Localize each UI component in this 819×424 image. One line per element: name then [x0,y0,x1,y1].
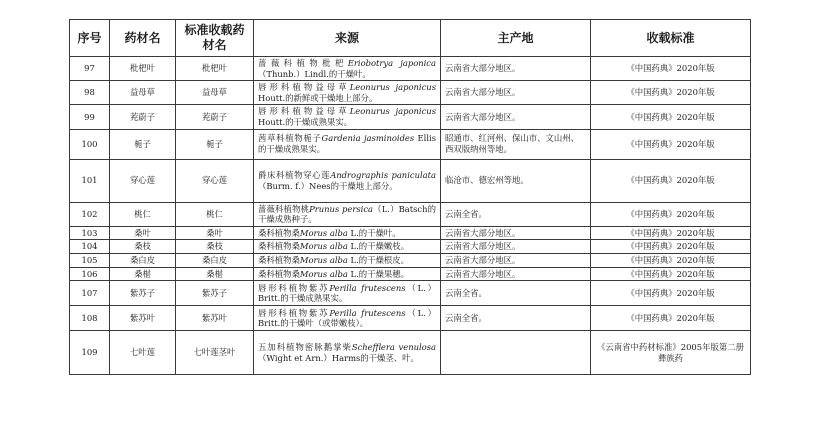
row-source-text: 唇形科植物益母草 [258,82,350,93]
row-source-scientific-name: Morus alba [299,268,348,279]
row-index: 108 [70,306,110,331]
row-standard-herb-name: 紫苏子 [176,281,254,306]
row-standard: 《中国药典》2020年版 [591,281,751,306]
row-standard-herb-name: 穿心莲 [176,159,254,202]
row-source-text: L.的干燥叶。 [347,227,401,238]
row-herb-name: 茺蔚子 [110,105,176,129]
row-main-region: 云南省大部分地区。 [441,240,591,254]
row-index: 103 [70,226,110,240]
table-row [70,331,751,375]
row-standard: 《中国药典》2020年版 [591,253,751,267]
row-index: 107 [70,281,110,306]
table-body [70,57,751,375]
row-source-text: 五加科植物密脉鹅掌柴 [258,342,352,353]
row-source-scientific-name: Schefflera venulosa [351,342,437,353]
row-index: 101 [70,159,110,202]
row-standard-herb-name: 桑叶 [176,226,254,240]
row-standard-herb-name: 紫苏叶 [176,306,254,331]
row-source-scientific-name: Morus alba [299,227,348,238]
row-source-text: 桑科植物桑 [258,227,300,238]
row-source-scientific-name: Morus alba [299,241,348,252]
row-main-region: 云南全省。 [441,202,591,226]
row-herb-name: 枇杷叶 [110,57,176,81]
table-row [70,253,751,267]
row-main-region: 临沧市、德宏州等地。 [441,159,591,202]
row-main-region: 云南省大部分地区。 [441,57,591,81]
row-source-text: 桑科植物桑 [258,268,300,279]
row-source-scientific-name: Prunus persica [309,203,374,214]
row-herb-name: 栀子 [110,129,176,159]
row-standard: 《中国药典》2020年版 [591,306,751,331]
table-row [70,129,751,159]
row-source-scientific-name: Perilla frutescens [329,307,406,318]
row-main-region: 云南省大部分地区。 [441,81,591,105]
row-source-text: Houtt.的新鲜或干燥地上部分。 [258,92,378,103]
row-main-region: 昭通市、红河州、保山市、文山州、西双版纳州等地。 [441,129,591,159]
row-source-scientific-name: Morus alba [299,254,348,265]
row-source [254,331,441,375]
row-index: 109 [70,331,110,375]
row-main-region [441,331,591,375]
row-main-region: 云南省大部分地区。 [441,253,591,267]
row-source-scientific-name: Perilla frutescens [329,282,406,293]
row-index: 106 [70,267,110,281]
row-standard-herb-name: 枇杷叶 [176,57,254,81]
row-standard: 《中国药典》2020年版 [591,226,751,240]
row-source-scientific-name: Gardenia jasminoides [321,133,415,144]
row-standard-herb-name: 桃仁 [176,202,254,226]
header-herb-name: 药材名 [110,20,176,57]
herb-table [69,19,751,375]
row-source [254,306,441,331]
row-main-region: 云南全省。 [441,306,591,331]
table-row [70,240,751,254]
row-standard-herb-name: 茺蔚子 [176,105,254,129]
row-herb-name: 益母草 [110,81,176,105]
row-source-text: L.的干燥果穗。 [347,268,410,279]
row-source-text: （L.）Britt.的干燥叶（或带嫩枝）。 [258,307,436,329]
row-herb-name: 桑枝 [110,240,176,254]
row-source [254,81,441,105]
row-index: 99 [70,105,110,129]
row-standard: 《中国药典》2020年版 [591,81,751,105]
header-index: 序号 [70,20,110,57]
header-standard: 收载标准 [591,20,751,57]
row-source-scientific-name: Eriobotrya japonica [347,58,436,68]
row-source [254,129,441,159]
header-main-region: 主产地 [441,20,591,57]
row-standard-herb-name: 益母草 [176,81,254,105]
row-source-text: （L.）Batsch的干燥成熟种子。 [258,203,436,225]
row-source-text: （Wight et Arn.）Harms的干燥茎、叶。 [258,352,419,363]
row-source-scientific-name: Leonurus japonicus [349,106,436,117]
row-index: 100 [70,129,110,159]
table-row [70,159,751,202]
row-herb-name: 七叶莲 [110,331,176,375]
row-source-text: 桑科植物桑 [258,241,300,252]
table-header-row [70,20,751,57]
row-standard: 《中国药典》2020年版 [591,105,751,129]
header-standard-herb-name: 标准收载药材名 [176,20,254,57]
row-herb-name: 紫苏子 [110,281,176,306]
table-row [70,306,751,331]
row-herb-name: 桑白皮 [110,253,176,267]
row-standard: 《中国药典》2020年版 [591,159,751,202]
row-main-region: 云南省大部分地区。 [441,105,591,129]
row-source [254,202,441,226]
row-standard: 《中国药典》2020年版 [591,202,751,226]
row-main-region: 云南省大部分地区。 [441,226,591,240]
row-source [254,240,441,254]
row-source-text: 唇形科植物紫苏 [258,282,330,293]
row-main-region: 云南省大部分地区。 [441,267,591,281]
table-row [70,105,751,129]
row-standard: 《中国药典》2020年版 [591,240,751,254]
row-standard: 《中国药典》2020年版 [591,129,751,159]
row-source-text: （Burm. f.）Nees的干燥地上部分。 [258,180,398,191]
row-herb-name: 穿心莲 [110,159,176,202]
row-source-text: 唇形科植物紫苏 [258,307,330,318]
row-herb-name: 桃仁 [110,202,176,226]
row-source-scientific-name: Leonurus japonicus [349,82,436,93]
row-source-text: 蔷薇科植物桃 [258,203,310,214]
header-source: 来源 [254,20,441,57]
row-source [254,159,441,202]
row-standard-herb-name: 桑椹 [176,267,254,281]
row-source-text: （L.）Britt.的干燥成熟果实。 [258,282,436,304]
row-source-scientific-name: Andrographis paniculata [330,169,436,180]
table-row [70,202,751,226]
row-source-text: 唇形科植物益母草 [258,106,350,117]
row-standard: 《中国药典》2020年版 [591,267,751,281]
row-source [254,253,441,267]
row-source-text: 蔷薇科植物枇杷 [258,58,348,68]
table-row [70,267,751,281]
row-standard: 《云南省中药材标准》2005年版第二册彝族药 [591,331,751,375]
row-index: 104 [70,240,110,254]
row-index: 105 [70,253,110,267]
row-source [254,281,441,306]
row-herb-name: 紫苏叶 [110,306,176,331]
row-herb-name: 桑椹 [110,267,176,281]
row-source-text: 爵床科植物穿心莲 [258,169,331,180]
herb-table-container [69,19,750,375]
row-standard-herb-name: 桑枝 [176,240,254,254]
table-row [70,226,751,240]
row-source-text: （Thunb.）Lindl.的干燥叶。 [258,68,371,79]
row-index: 102 [70,202,110,226]
row-standard-herb-name: 栀子 [176,129,254,159]
row-standard-herb-name: 七叶莲茎叶 [176,331,254,375]
row-main-region: 云南全省。 [441,281,591,306]
row-standard-herb-name: 桑白皮 [176,253,254,267]
row-source [254,267,441,281]
row-herb-name: 桑叶 [110,226,176,240]
row-source-text: 桑科植物桑 [258,254,300,265]
row-source [254,226,441,240]
row-source-text: L.的干燥嫩枝。 [347,241,410,252]
row-source-text: L.的干燥根皮。 [347,254,410,265]
row-source-text: 茜草科植物栀子 [258,133,322,144]
row-source [254,105,441,129]
row-index: 97 [70,57,110,81]
row-source-text: Houtt.的干燥成熟果实。 [258,116,353,127]
row-standard: 《中国药典》2020年版 [591,57,751,81]
row-index: 98 [70,81,110,105]
row-source-text: Ellis的干燥成熟果实。 [258,133,436,155]
row-source [254,57,441,81]
table-row [70,57,751,81]
table-row [70,81,751,105]
table-row [70,281,751,306]
